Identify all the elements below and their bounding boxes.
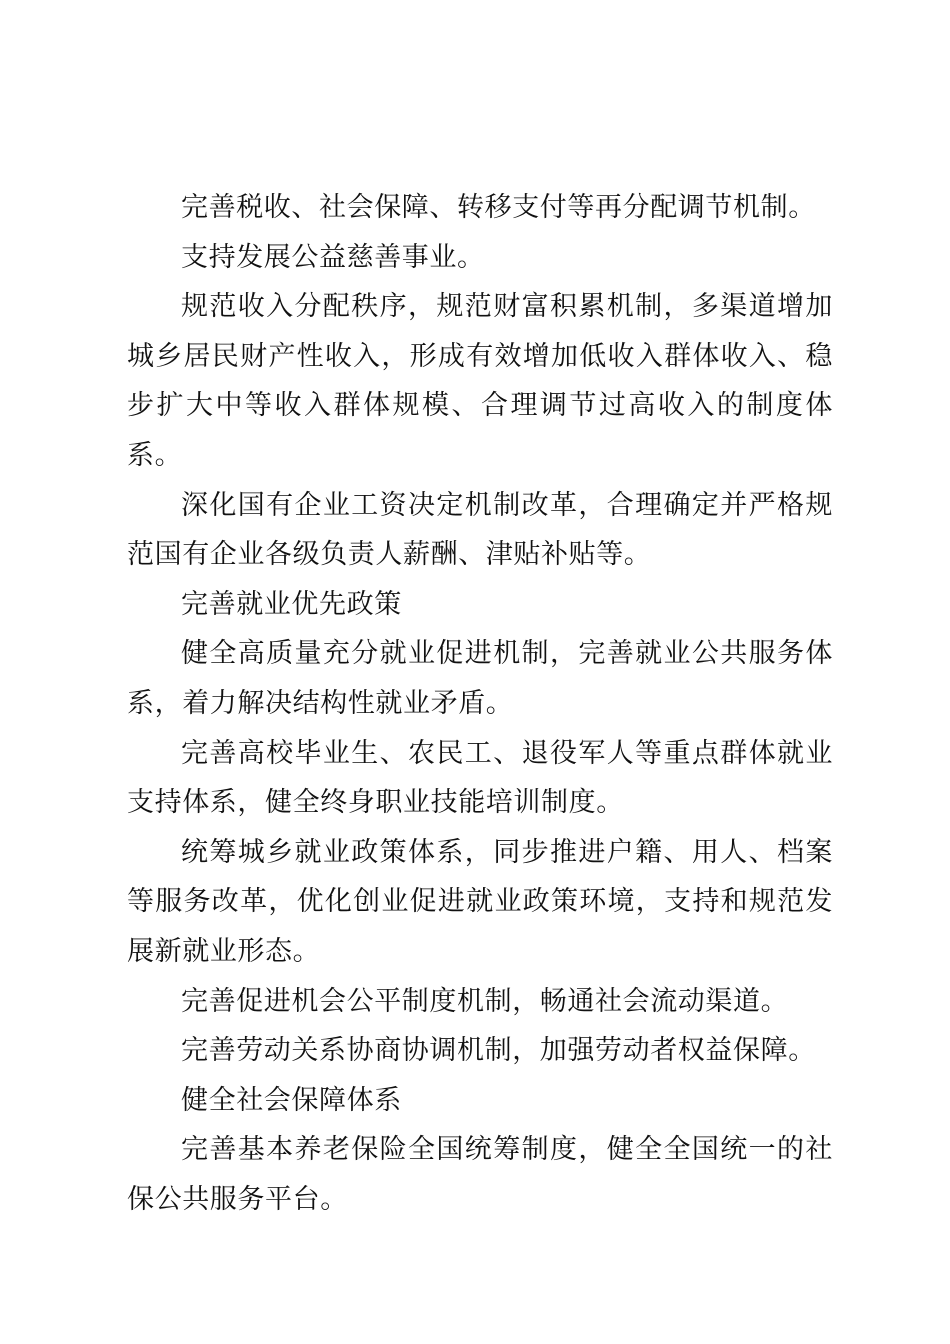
heading-social-security: 健全社会保障体系 xyxy=(181,1084,402,1116)
paragraph-pension: 完善基本养老保险全国统筹制度，健全全国统一的社保公共服务平台。 xyxy=(127,1134,833,1215)
paragraph-charity: 支持发展公益慈善事业。 xyxy=(181,241,485,273)
document-body xyxy=(127,183,833,1224)
paragraph-employment-mechanism: 健全高质量充分就业促进机制，完善就业公共服务体系，着力解决结构性就业矛盾。 xyxy=(127,638,833,719)
heading-employment-policy: 完善就业优先政策 xyxy=(181,588,402,620)
paragraph-opportunity: 完善促进机会公平制度机制，畅通社会流动渠道。 xyxy=(181,985,789,1017)
paragraph-urban-rural: 统筹城乡就业政策体系，同步推进户籍、用人、档案等服务改革，优化创业促进就业政策环境，支持和规范发展新就业形态。 xyxy=(127,836,833,967)
paragraph-redistribution: 完善税收、社会保障、转移支付等再分配调节机制。 xyxy=(181,192,816,223)
paragraph-income-order: 规范收入分配秩序，规范财富积累机制，多渠道增加城乡居民财产性收入，形成有效增加低收入群体收入、稳步扩大中等收入群体规模、合理调节过高收入的制度体系。 xyxy=(127,291,833,471)
paragraph-key-groups: 完善高校毕业生、农民工、退役军人等重点群体就业支持体系，健全终身职业技能培训制度。 xyxy=(127,737,833,819)
paragraph-labor-relations: 完善劳动关系协商协调机制，加强劳动者权益保障。 xyxy=(181,1035,816,1067)
paragraph-soe-wages: 深化国有企业工资决定机制改革，合理确定并严格规范国有企业各级负责人薪酬、津贴补贴等。 xyxy=(127,489,833,571)
